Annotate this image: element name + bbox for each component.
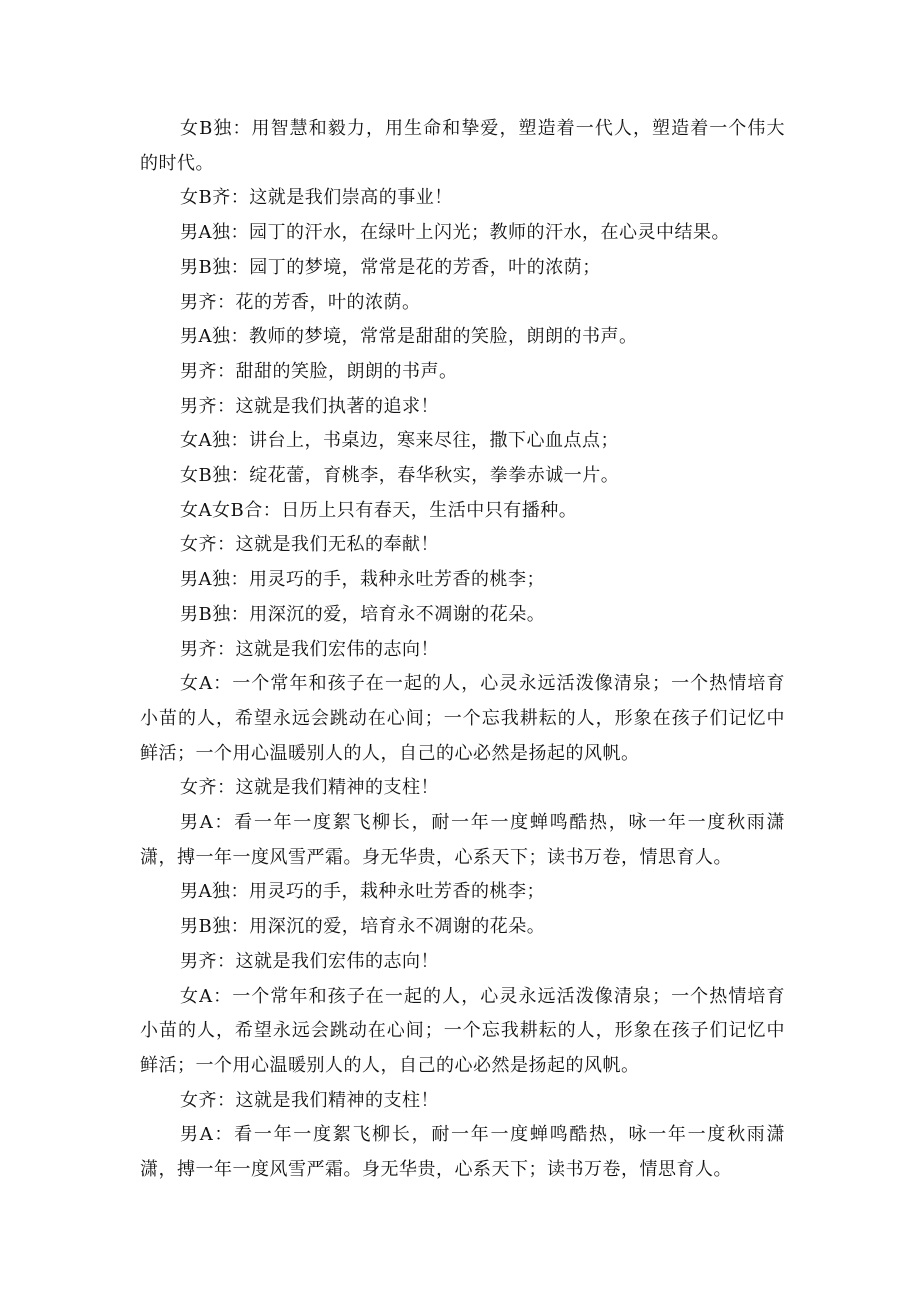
paragraph: 女A女B合：日历上只有春天，生活中只有播种。: [180, 499, 578, 521]
paragraph: 女齐：这就是我们无私的奉献！: [180, 534, 439, 556]
paragraph: 男B独：园丁的梦境，常常是花的芳香，叶的浓荫；: [180, 256, 601, 278]
paragraph: 男齐：这就是我们宏伟的志向！: [180, 950, 439, 972]
paragraph: 男A独：用灵巧的手，栽种永吐芳香的桃李；: [180, 569, 545, 591]
paragraph: 女A独：讲台上，书桌边，寒来尽往，撒下心血点点；: [180, 430, 619, 452]
paragraph: 男A独：用灵巧的手，栽种永吐芳香的桃李；: [180, 881, 545, 903]
paragraph: 男B独：用深沉的爱，培育永不凋谢的花朵。: [180, 916, 546, 938]
paragraph: 男A独：教师的梦境，常常是甜甜的笑脸，朗朗的书声。: [180, 326, 638, 348]
paragraph: 男A：看一年一度絮飞柳长，耐一年一度蝉鸣酷热，咏一年一度秋雨潇潇，搏一年一度风雪严霜。身无华贵，心系天下；读书万卷，情思育人。: [140, 1124, 785, 1181]
paragraph: 男齐：花的芳香，叶的浓荫。: [180, 291, 421, 313]
paragraph: 男B独：用深沉的爱，培育永不凋谢的花朵。: [180, 603, 546, 625]
paragraph: 男齐：这就是我们宏伟的志向！: [180, 638, 439, 660]
paragraph: 女齐：这就是我们精神的支柱！: [180, 1089, 439, 1111]
paragraph: 女B齐：这就是我们崇高的事业！: [180, 187, 453, 209]
paragraph: 男A：看一年一度絮飞柳长，耐一年一度蝉鸣酷热，咏一年一度秋雨潇潇，搏一年一度风雪严霜。身无华贵，心系天下；读书万卷，情思育人。: [140, 812, 785, 868]
paragraph: 女B独：绽花蕾，育桃李，春华秋实，拳拳赤诚一片。: [180, 465, 620, 487]
paragraph: 女A：一个常年和孩子在一起的人，心灵永远活泼像清泉；一个热情培育小苗的人，希望永远会跳动在心间；一个忘我耕耘的人，形象在孩子们记忆中鲜活；一个用心温暖别人的人，自己的心必然是扬起的风帆。: [140, 985, 785, 1076]
paragraph: 女A：一个常年和孩子在一起的人，心灵永远活泼像清泉；一个热情培育小苗的人，希望永远会跳动在心间；一个忘我耕耘的人，形象在孩子们记忆中鲜活；一个用心温暖别人的人，自己的心必然是扬起的风帆。: [140, 673, 785, 764]
paragraph: 男齐：甜甜的笑脸，朗朗的书声。: [180, 360, 458, 382]
paragraph: 女齐：这就是我们精神的支柱！: [180, 777, 439, 799]
paragraph: 男A独：园丁的汗水，在绿叶上闪光；教师的汗水，在心灵中结果。: [180, 222, 730, 244]
paragraph: 女B独：用智慧和毅力，用生命和挚爱，塑造着一代人，塑造着一个伟大的时代。: [140, 118, 785, 174]
paragraph: 男齐：这就是我们执著的追求！: [180, 395, 439, 417]
document-body: [140, 112, 785, 1188]
